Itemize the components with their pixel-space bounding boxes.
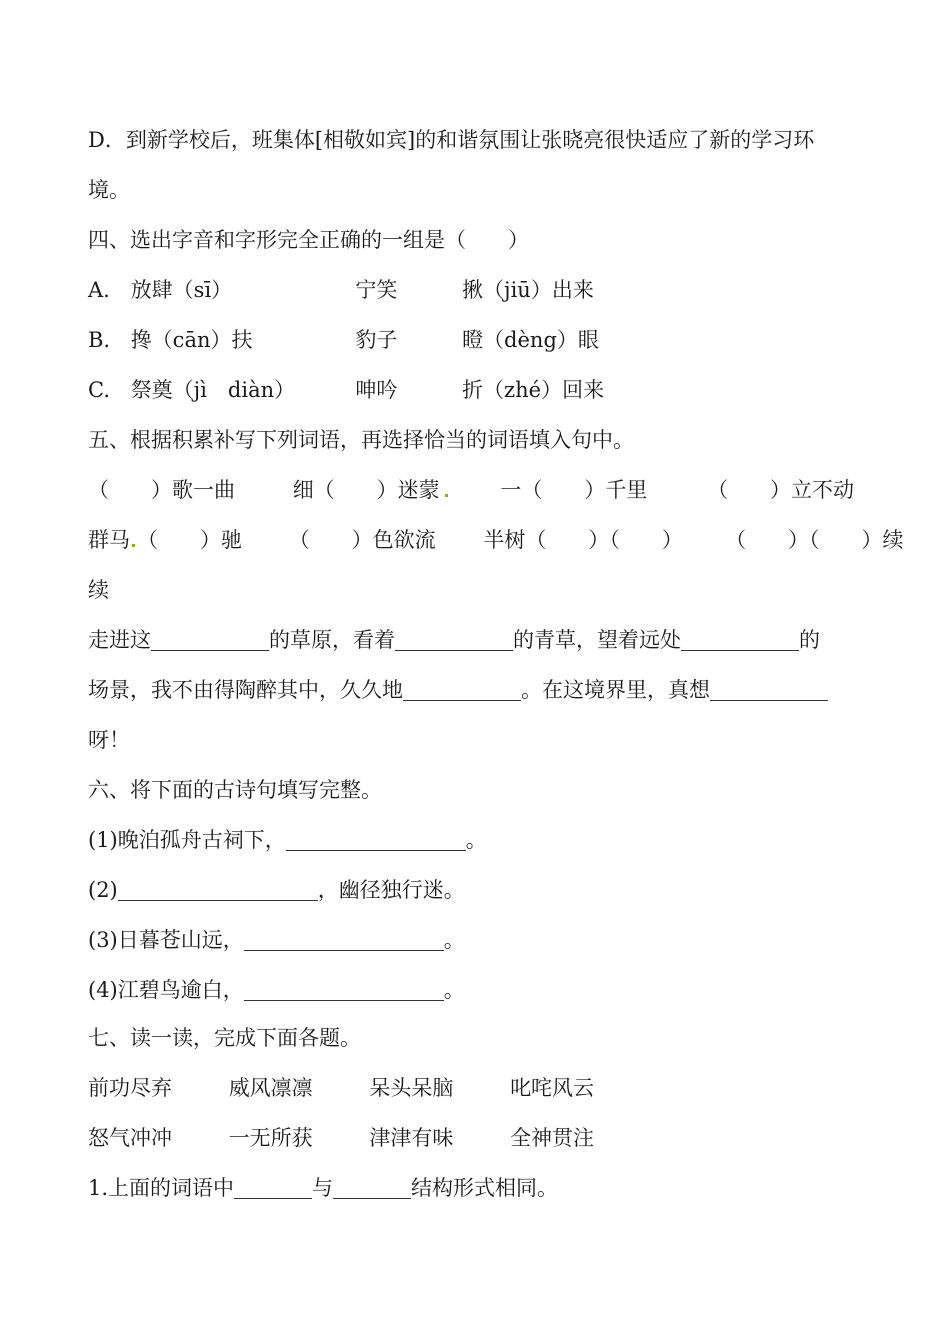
- fill-word: （ ）（ ）续: [725, 528, 904, 552]
- answer-blank[interactable]: [244, 928, 444, 951]
- q6-title: 六、将下面的古诗句填写完整。: [88, 778, 382, 802]
- q3-option-d-line1: D．到新学校后，班集体[相敬如宾]的和谐氛围让张晓亮很快适应了新的学习环: [88, 128, 815, 152]
- option-item: 呻吟: [355, 378, 398, 402]
- answer-blank[interactable]: [244, 978, 444, 1001]
- question-text: 结构形式相同。: [411, 1176, 559, 1200]
- fill-word: （ ）驰: [137, 528, 242, 552]
- option-item: 放肆（sī）: [130, 278, 233, 302]
- question-text: 与: [312, 1176, 334, 1200]
- option-item: 豹子: [355, 328, 398, 352]
- fill-word: 细（ ）迷蒙: [292, 478, 440, 502]
- idiom: 怒气冲冲: [88, 1126, 172, 1150]
- fill-word: （ ）歌一曲: [88, 478, 235, 502]
- idiom: 前功尽弃: [88, 1076, 172, 1100]
- poem-text: 。: [443, 928, 465, 952]
- q5-words-row2: [88, 525, 904, 555]
- answer-blank[interactable]: [234, 1176, 312, 1199]
- q7-sub-question-1: [88, 1173, 864, 1203]
- q3-option-d-line2: 境。: [88, 178, 130, 202]
- idiom: 津津有味: [369, 1126, 454, 1150]
- q7-words-row2: [88, 1123, 864, 1153]
- q4-option-b: [88, 325, 864, 355]
- fill-word: 一（ ）千里: [500, 478, 648, 502]
- idiom: 全神贯注: [510, 1126, 595, 1150]
- idiom: 威风凛凛: [228, 1076, 313, 1100]
- q4-option-a: [88, 275, 864, 305]
- poem-text: 。: [443, 978, 465, 1002]
- idiom: 一无所获: [228, 1126, 313, 1150]
- poem-text: (1)晚泊孤舟古祠下，: [88, 828, 286, 852]
- q7-title: 七、读一读，完成下面各题。: [88, 1026, 361, 1050]
- idiom: 呆头呆脑: [369, 1076, 454, 1100]
- para-text: 的: [799, 628, 820, 652]
- poem-text: (2): [88, 878, 118, 902]
- question-text: 1.上面的词语中: [88, 1176, 235, 1200]
- para-text: 场景，我不由得陶醉其中，久久地: [88, 678, 403, 702]
- answer-blank[interactable]: [403, 678, 521, 701]
- answer-blank[interactable]: [151, 628, 269, 651]
- q6-item-1: [88, 825, 864, 855]
- q5-paragraph-line2: [88, 675, 864, 705]
- option-item: 瞪（dèng）眼: [462, 328, 599, 352]
- option-label: B.: [88, 328, 111, 352]
- fill-word: 群马: [88, 528, 130, 552]
- dot-mark: [132, 544, 135, 547]
- q5-paragraph-line1: [88, 625, 864, 655]
- para-text: 的青草，望着远处: [513, 628, 681, 652]
- answer-blank[interactable]: [710, 678, 828, 701]
- poem-text: 。: [465, 828, 487, 852]
- dot-mark: [445, 494, 448, 497]
- answer-blank[interactable]: [286, 828, 466, 851]
- poem-text: (4)江碧鸟逾白，: [88, 978, 244, 1002]
- q5-title: 五、根据积累补写下列词语，再选择恰当的词语填入句中。: [88, 428, 634, 452]
- option-label: A.: [88, 278, 110, 302]
- q6-item-4: [88, 975, 864, 1005]
- q5-paragraph-line3: 呀！: [88, 728, 130, 752]
- poem-text: (3)日暮苍山远，: [88, 928, 244, 952]
- q5-words-row1: [88, 475, 864, 505]
- answer-blank[interactable]: [681, 628, 799, 651]
- para-text: 的草原，看着: [269, 628, 395, 652]
- q4-option-c: [88, 375, 864, 405]
- option-item: 折（zhé）回来: [462, 378, 605, 402]
- idiom: 叱咤风云: [510, 1076, 595, 1100]
- option-item: 搀（cān）扶: [130, 328, 253, 352]
- poem-text: ，幽径独行迷。: [317, 878, 465, 902]
- fill-word: （ ）色欲流: [288, 528, 436, 552]
- q6-item-3: [88, 925, 864, 955]
- q5-words-wrap: 续: [88, 578, 109, 602]
- para-text: 。在这境界里，真想: [521, 678, 710, 702]
- fill-word: （ ）立不动: [707, 478, 855, 502]
- option-item: 祭奠（jì diàn）: [130, 378, 296, 402]
- q6-item-2: [88, 875, 864, 905]
- answer-blank[interactable]: [118, 878, 318, 901]
- answer-blank[interactable]: [333, 1176, 411, 1199]
- option-item: 揪（jiū）出来: [462, 278, 594, 302]
- option-item: 宁笑: [355, 278, 398, 302]
- para-text: 走进这: [88, 628, 151, 652]
- q7-words-row1: [88, 1073, 864, 1103]
- option-label: C.: [88, 378, 110, 402]
- q4-title: 四、选出字音和字形完全正确的一组是（ ）: [88, 228, 529, 252]
- fill-word: 半树（ ）（ ）: [483, 528, 683, 552]
- answer-blank[interactable]: [395, 628, 513, 651]
